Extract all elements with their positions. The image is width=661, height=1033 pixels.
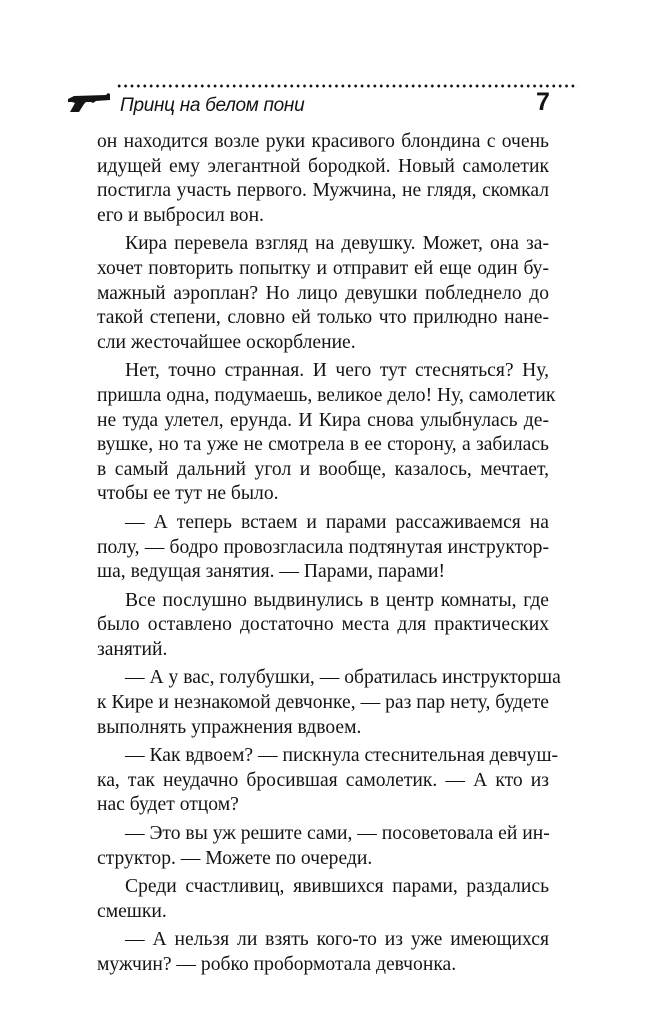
dotted-rule [116, 84, 578, 88]
text-line: к Кире и незнакомой девчонке, — раз пар нету, будете [97, 692, 549, 714]
text-line: мажный аэроплан? Но лицо девушки побледнело до [97, 282, 549, 304]
paragraph [97, 822, 549, 871]
body-text [97, 130, 561, 978]
paragraph [97, 511, 549, 585]
text-line: не туда улетел, ерунда. И Кира снова улыбнулась де- [97, 409, 549, 431]
text-line: в самый дальний угол и вообще, казалось, мечтает, [97, 458, 549, 480]
text-line: было оставлено достаточно места для практических [97, 614, 549, 636]
page-number: 7 [536, 88, 550, 116]
paragraph [97, 875, 549, 924]
text-line: выполнять упражнения вдвоем. [97, 716, 362, 738]
text-line: Среди счастливиц, явившихся парами, раздались [125, 876, 549, 898]
text-line: сли жесточайшее оскорбление. [97, 331, 356, 353]
text-line: мужчин? — робко пробормотала девчонка. [97, 954, 457, 975]
text-line: Кира перевела взгляд на девушку. Может, она за- [125, 233, 549, 255]
text-line: идущей ему элегантной бородкой. Новый самолетик [97, 155, 549, 177]
paragraph [97, 130, 549, 228]
text-line: — Как вдвоем? — пискнула стеснительная девчуш- [125, 745, 559, 767]
text-line: чтобы ее тут не было. [97, 483, 279, 505]
text-line: ша, ведущая занятия. — Парами, парами! [97, 561, 446, 583]
text-line: занятий. [97, 638, 168, 660]
text-line: полу, — бодро провозгласила подтянутая инструктор- [97, 536, 549, 558]
paragraph [97, 666, 561, 740]
text-line: он находится возле руки красивого блондина с очень [97, 131, 549, 152]
paragraph [97, 359, 556, 507]
text-line: постигла участь первого. Мужчина, не глядя, скомкал [97, 180, 549, 202]
text-line: — Это вы уж решите сами, — посоветовала ей ин- [125, 823, 550, 845]
text-line: структор. — Можете по очереди. [97, 847, 373, 869]
text-line: — А теперь встаем и парами рассаживаемся на [125, 511, 549, 533]
text-line: смешки. [97, 900, 167, 922]
pistol-icon [66, 90, 112, 114]
text-line: хочет повторить попытку и отправит ей еще один бу- [97, 257, 549, 279]
text-line: нас будет отцом? [97, 794, 239, 816]
text-line: — А нельзя ли взять кого-то из уже имеющихся [125, 929, 549, 951]
text-line: Все послушно выдвинулись в центр комнаты, где [125, 589, 549, 611]
text-line: такой степени, словно ей только что прилюдно нане- [97, 307, 549, 329]
text-line: ка, так неудачно бросившая самолетик. — А кто из [97, 769, 549, 791]
text-line: пришла одна, подумаешь, великое дело! Ну, самолетик [97, 384, 556, 406]
running-title: Принц на белом пони [120, 95, 305, 116]
paragraph [97, 232, 549, 355]
text-line: вушке, но та уже не смотрела в ее сторону, а забилась [97, 434, 549, 456]
paragraph [97, 589, 549, 663]
text-line: Нет, точно странная. И чего тут стесняться? Ну, [125, 360, 549, 382]
paragraph [97, 928, 549, 977]
text-line: — А у вас, голубушки, — обратилась инструкторша [125, 667, 561, 689]
running-header [66, 78, 556, 118]
text-line: его и выбросил вон. [97, 204, 264, 226]
paragraph [97, 744, 559, 818]
